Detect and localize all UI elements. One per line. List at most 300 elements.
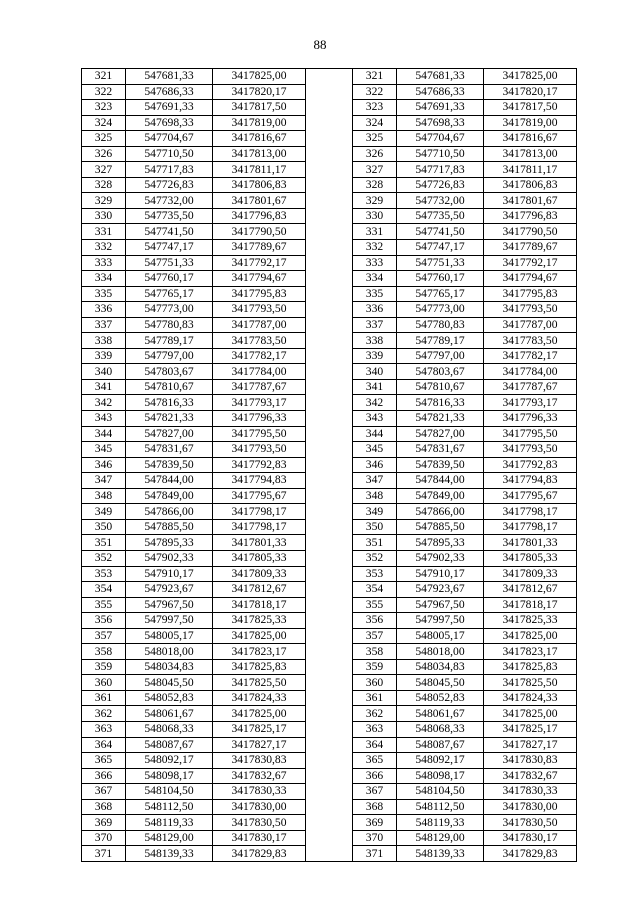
left-y-coordinate-cell: 3417790,50 — [213, 224, 306, 240]
right-x-coordinate-cell: 548104,50 — [397, 784, 484, 800]
left-y-coordinate-cell: 3417827,17 — [213, 737, 306, 753]
table-gap-cell — [306, 784, 353, 800]
left-x-coordinate-cell: 548092,17 — [126, 753, 213, 769]
right-y-coordinate-cell: 3417796,83 — [484, 208, 577, 224]
table-gap-cell — [306, 395, 353, 411]
table-row — [82, 737, 577, 753]
left-point-number-cell: 367 — [82, 784, 126, 800]
left-x-coordinate-cell: 547910,17 — [126, 566, 213, 582]
left-y-coordinate-cell: 3417794,83 — [213, 473, 306, 489]
table-row — [82, 675, 577, 691]
right-x-coordinate-cell: 547760,17 — [397, 271, 484, 287]
left-point-number-cell: 332 — [82, 240, 126, 256]
table-row — [82, 348, 577, 364]
left-point-number-cell: 337 — [82, 317, 126, 333]
right-point-number-cell: 337 — [353, 317, 397, 333]
table-gap-cell — [306, 224, 353, 240]
right-point-number-cell: 329 — [353, 193, 397, 209]
table-row — [82, 690, 577, 706]
table-row — [82, 442, 577, 458]
left-point-number-cell: 354 — [82, 582, 126, 598]
table-row — [82, 457, 577, 473]
right-y-coordinate-cell: 3417812,67 — [484, 582, 577, 598]
left-point-number-cell: 334 — [82, 271, 126, 287]
table-gap-cell — [306, 768, 353, 784]
table-row — [82, 768, 577, 784]
table-gap-cell — [306, 193, 353, 209]
table-row — [82, 721, 577, 737]
right-point-number-cell: 354 — [353, 582, 397, 598]
left-x-coordinate-cell: 548018,00 — [126, 644, 213, 660]
right-y-coordinate-cell: 3417787,00 — [484, 317, 577, 333]
right-y-coordinate-cell: 3417830,00 — [484, 799, 577, 815]
right-x-coordinate-cell: 548092,17 — [397, 753, 484, 769]
left-point-number-cell: 325 — [82, 131, 126, 147]
table-row — [82, 286, 577, 302]
right-x-coordinate-cell: 547797,00 — [397, 348, 484, 364]
left-point-number-cell: 340 — [82, 364, 126, 380]
left-y-coordinate-cell: 3417825,00 — [213, 706, 306, 722]
table-row — [82, 333, 577, 349]
left-y-coordinate-cell: 3417825,33 — [213, 613, 306, 629]
right-x-coordinate-cell: 547726,83 — [397, 177, 484, 193]
left-y-coordinate-cell: 3417795,67 — [213, 488, 306, 504]
right-x-coordinate-cell: 547747,17 — [397, 240, 484, 256]
right-point-number-cell: 342 — [353, 395, 397, 411]
left-x-coordinate-cell: 547686,33 — [126, 84, 213, 100]
left-x-coordinate-cell: 547741,50 — [126, 224, 213, 240]
right-point-number-cell: 351 — [353, 535, 397, 551]
coordinates-table — [81, 68, 577, 862]
left-y-coordinate-cell: 3417816,67 — [213, 131, 306, 147]
table-row — [82, 364, 577, 380]
right-y-coordinate-cell: 3417825,50 — [484, 675, 577, 691]
left-y-coordinate-cell: 3417825,50 — [213, 675, 306, 691]
left-y-coordinate-cell: 3417784,00 — [213, 364, 306, 380]
table-gap-cell — [306, 426, 353, 442]
left-y-coordinate-cell: 3417819,00 — [213, 115, 306, 131]
left-y-coordinate-cell: 3417832,67 — [213, 768, 306, 784]
left-point-number-cell: 362 — [82, 706, 126, 722]
right-y-coordinate-cell: 3417792,83 — [484, 457, 577, 473]
left-y-coordinate-cell: 3417782,17 — [213, 348, 306, 364]
table-gap-cell — [306, 131, 353, 147]
right-x-coordinate-cell: 547732,00 — [397, 193, 484, 209]
table-gap-cell — [306, 457, 353, 473]
right-x-coordinate-cell: 547997,50 — [397, 613, 484, 629]
right-point-number-cell: 331 — [353, 224, 397, 240]
table-gap-cell — [306, 69, 353, 85]
right-point-number-cell: 370 — [353, 830, 397, 846]
left-point-number-cell: 338 — [82, 333, 126, 349]
left-x-coordinate-cell: 547747,17 — [126, 240, 213, 256]
right-y-coordinate-cell: 3417793,50 — [484, 302, 577, 318]
right-point-number-cell: 359 — [353, 659, 397, 675]
right-point-number-cell: 339 — [353, 348, 397, 364]
left-x-coordinate-cell: 547760,17 — [126, 271, 213, 287]
table-gap-cell — [306, 379, 353, 395]
left-point-number-cell: 357 — [82, 628, 126, 644]
right-x-coordinate-cell: 547751,33 — [397, 255, 484, 271]
right-y-coordinate-cell: 3417816,67 — [484, 131, 577, 147]
right-y-coordinate-cell: 3417789,67 — [484, 240, 577, 256]
right-x-coordinate-cell: 547866,00 — [397, 504, 484, 520]
table-row — [82, 193, 577, 209]
right-y-coordinate-cell: 3417823,17 — [484, 644, 577, 660]
left-x-coordinate-cell: 547698,33 — [126, 115, 213, 131]
table-row — [82, 550, 577, 566]
table-row — [82, 753, 577, 769]
right-point-number-cell: 333 — [353, 255, 397, 271]
left-point-number-cell: 324 — [82, 115, 126, 131]
right-y-coordinate-cell: 3417782,17 — [484, 348, 577, 364]
right-point-number-cell: 338 — [353, 333, 397, 349]
table-row — [82, 830, 577, 846]
left-y-coordinate-cell: 3417820,17 — [213, 84, 306, 100]
right-y-coordinate-cell: 3417784,00 — [484, 364, 577, 380]
table-gap-cell — [306, 644, 353, 660]
left-point-number-cell: 323 — [82, 100, 126, 116]
left-x-coordinate-cell: 547821,33 — [126, 411, 213, 427]
left-y-coordinate-cell: 3417825,83 — [213, 659, 306, 675]
right-x-coordinate-cell: 548052,83 — [397, 690, 484, 706]
left-point-number-cell: 360 — [82, 675, 126, 691]
right-point-number-cell: 363 — [353, 721, 397, 737]
table-row — [82, 255, 577, 271]
left-point-number-cell: 355 — [82, 597, 126, 613]
left-point-number-cell: 353 — [82, 566, 126, 582]
right-point-number-cell: 347 — [353, 473, 397, 489]
right-x-coordinate-cell: 547902,33 — [397, 550, 484, 566]
left-point-number-cell: 368 — [82, 799, 126, 815]
right-x-coordinate-cell: 547803,67 — [397, 364, 484, 380]
right-y-coordinate-cell: 3417795,67 — [484, 488, 577, 504]
left-point-number-cell: 349 — [82, 504, 126, 520]
left-y-coordinate-cell: 3417811,17 — [213, 162, 306, 178]
right-point-number-cell: 365 — [353, 753, 397, 769]
left-point-number-cell: 327 — [82, 162, 126, 178]
table-gap-cell — [306, 830, 353, 846]
right-point-number-cell: 367 — [353, 784, 397, 800]
right-point-number-cell: 340 — [353, 364, 397, 380]
left-x-coordinate-cell: 547849,00 — [126, 488, 213, 504]
right-x-coordinate-cell: 548139,33 — [397, 846, 484, 862]
left-y-coordinate-cell: 3417817,50 — [213, 100, 306, 116]
right-y-coordinate-cell: 3417830,83 — [484, 753, 577, 769]
right-point-number-cell: 360 — [353, 675, 397, 691]
table-gap-cell — [306, 753, 353, 769]
table-gap-cell — [306, 317, 353, 333]
right-point-number-cell: 352 — [353, 550, 397, 566]
left-y-coordinate-cell: 3417792,83 — [213, 457, 306, 473]
right-point-number-cell: 328 — [353, 177, 397, 193]
left-x-coordinate-cell: 548112,50 — [126, 799, 213, 815]
right-x-coordinate-cell: 548061,67 — [397, 706, 484, 722]
table-row — [82, 815, 577, 831]
left-y-coordinate-cell: 3417813,00 — [213, 146, 306, 162]
right-y-coordinate-cell: 3417827,17 — [484, 737, 577, 753]
table-gap-cell — [306, 675, 353, 691]
table-gap-cell — [306, 302, 353, 318]
right-x-coordinate-cell: 547681,33 — [397, 69, 484, 85]
right-x-coordinate-cell: 547780,83 — [397, 317, 484, 333]
left-y-coordinate-cell: 3417798,17 — [213, 519, 306, 535]
table-gap-cell — [306, 271, 353, 287]
table-gap-cell — [306, 84, 353, 100]
right-y-coordinate-cell: 3417832,67 — [484, 768, 577, 784]
table-row — [82, 582, 577, 598]
left-x-coordinate-cell: 548087,67 — [126, 737, 213, 753]
right-y-coordinate-cell: 3417794,83 — [484, 473, 577, 489]
right-point-number-cell: 341 — [353, 379, 397, 395]
right-point-number-cell: 371 — [353, 846, 397, 862]
left-x-coordinate-cell: 547704,67 — [126, 131, 213, 147]
left-point-number-cell: 365 — [82, 753, 126, 769]
right-x-coordinate-cell: 547831,67 — [397, 442, 484, 458]
table-row — [82, 302, 577, 318]
right-y-coordinate-cell: 3417824,33 — [484, 690, 577, 706]
left-y-coordinate-cell: 3417801,33 — [213, 535, 306, 551]
right-point-number-cell: 321 — [353, 69, 397, 85]
left-x-coordinate-cell: 547765,17 — [126, 286, 213, 302]
right-x-coordinate-cell: 547827,00 — [397, 426, 484, 442]
right-point-number-cell: 334 — [353, 271, 397, 287]
table-gap-cell — [306, 162, 353, 178]
right-y-coordinate-cell: 3417825,00 — [484, 628, 577, 644]
table-row — [82, 84, 577, 100]
table-row — [82, 208, 577, 224]
left-x-coordinate-cell: 547681,33 — [126, 69, 213, 85]
left-point-number-cell: 331 — [82, 224, 126, 240]
right-x-coordinate-cell: 548087,67 — [397, 737, 484, 753]
left-x-coordinate-cell: 548005,17 — [126, 628, 213, 644]
right-x-coordinate-cell: 548045,50 — [397, 675, 484, 691]
left-point-number-cell: 326 — [82, 146, 126, 162]
right-point-number-cell: 361 — [353, 690, 397, 706]
right-y-coordinate-cell: 3417825,00 — [484, 706, 577, 722]
table-gap-cell — [306, 613, 353, 629]
right-y-coordinate-cell: 3417798,17 — [484, 519, 577, 535]
right-y-coordinate-cell: 3417820,17 — [484, 84, 577, 100]
left-x-coordinate-cell: 547827,00 — [126, 426, 213, 442]
left-x-coordinate-cell: 547902,33 — [126, 550, 213, 566]
table-gap-cell — [306, 473, 353, 489]
left-y-coordinate-cell: 3417795,50 — [213, 426, 306, 442]
right-point-number-cell: 369 — [353, 815, 397, 831]
page-number: 88 — [313, 37, 327, 52]
table-row — [82, 240, 577, 256]
left-y-coordinate-cell: 3417792,17 — [213, 255, 306, 271]
table-row — [82, 504, 577, 520]
table-row — [82, 317, 577, 333]
right-x-coordinate-cell: 548068,33 — [397, 721, 484, 737]
left-point-number-cell: 342 — [82, 395, 126, 411]
right-point-number-cell: 343 — [353, 411, 397, 427]
left-y-coordinate-cell: 3417825,00 — [213, 628, 306, 644]
left-point-number-cell: 358 — [82, 644, 126, 660]
left-y-coordinate-cell: 3417825,17 — [213, 721, 306, 737]
table-row — [82, 131, 577, 147]
left-x-coordinate-cell: 547810,67 — [126, 379, 213, 395]
right-y-coordinate-cell: 3417806,83 — [484, 177, 577, 193]
left-x-coordinate-cell: 547844,00 — [126, 473, 213, 489]
table-row — [82, 115, 577, 131]
left-point-number-cell: 363 — [82, 721, 126, 737]
table-row — [82, 473, 577, 489]
table-row — [82, 100, 577, 116]
table-row — [82, 535, 577, 551]
left-point-number-cell: 356 — [82, 613, 126, 629]
right-point-number-cell: 336 — [353, 302, 397, 318]
table-gap-cell — [306, 846, 353, 862]
right-point-number-cell: 322 — [353, 84, 397, 100]
right-x-coordinate-cell: 547844,00 — [397, 473, 484, 489]
right-y-coordinate-cell: 3417830,17 — [484, 830, 577, 846]
left-y-coordinate-cell: 3417787,00 — [213, 317, 306, 333]
right-y-coordinate-cell: 3417793,17 — [484, 395, 577, 411]
left-point-number-cell: 335 — [82, 286, 126, 302]
left-y-coordinate-cell: 3417806,83 — [213, 177, 306, 193]
right-x-coordinate-cell: 547923,67 — [397, 582, 484, 598]
table-gap-cell — [306, 566, 353, 582]
right-y-coordinate-cell: 3417809,33 — [484, 566, 577, 582]
right-y-coordinate-cell: 3417793,50 — [484, 442, 577, 458]
table-gap-cell — [306, 488, 353, 504]
right-x-coordinate-cell: 547686,33 — [397, 84, 484, 100]
right-x-coordinate-cell: 547967,50 — [397, 597, 484, 613]
table-gap-cell — [306, 177, 353, 193]
left-y-coordinate-cell: 3417823,17 — [213, 644, 306, 660]
right-x-coordinate-cell: 548005,17 — [397, 628, 484, 644]
table-row — [82, 395, 577, 411]
left-y-coordinate-cell: 3417830,33 — [213, 784, 306, 800]
left-y-coordinate-cell: 3417824,33 — [213, 690, 306, 706]
right-x-coordinate-cell: 547849,00 — [397, 488, 484, 504]
left-point-number-cell: 343 — [82, 411, 126, 427]
right-x-coordinate-cell: 547895,33 — [397, 535, 484, 551]
left-y-coordinate-cell: 3417798,17 — [213, 504, 306, 520]
right-y-coordinate-cell: 3417796,33 — [484, 411, 577, 427]
left-x-coordinate-cell: 547895,33 — [126, 535, 213, 551]
right-x-coordinate-cell: 547741,50 — [397, 224, 484, 240]
right-y-coordinate-cell: 3417795,83 — [484, 286, 577, 302]
right-y-coordinate-cell: 3417801,67 — [484, 193, 577, 209]
right-x-coordinate-cell: 547789,17 — [397, 333, 484, 349]
left-x-coordinate-cell: 547816,33 — [126, 395, 213, 411]
right-point-number-cell: 368 — [353, 799, 397, 815]
right-point-number-cell: 327 — [353, 162, 397, 178]
left-point-number-cell: 370 — [82, 830, 126, 846]
table-row — [82, 613, 577, 629]
left-point-number-cell: 333 — [82, 255, 126, 271]
left-x-coordinate-cell: 548045,50 — [126, 675, 213, 691]
right-x-coordinate-cell: 548119,33 — [397, 815, 484, 831]
right-y-coordinate-cell: 3417813,00 — [484, 146, 577, 162]
right-y-coordinate-cell: 3417829,83 — [484, 846, 577, 862]
left-point-number-cell: 344 — [82, 426, 126, 442]
right-x-coordinate-cell: 547839,50 — [397, 457, 484, 473]
right-point-number-cell: 332 — [353, 240, 397, 256]
right-point-number-cell: 345 — [353, 442, 397, 458]
left-y-coordinate-cell: 3417793,17 — [213, 395, 306, 411]
left-point-number-cell: 341 — [82, 379, 126, 395]
left-point-number-cell: 321 — [82, 69, 126, 85]
table-gap-cell — [306, 799, 353, 815]
left-point-number-cell: 361 — [82, 690, 126, 706]
left-y-coordinate-cell: 3417809,33 — [213, 566, 306, 582]
table-gap-cell — [306, 597, 353, 613]
left-point-number-cell: 369 — [82, 815, 126, 831]
right-point-number-cell: 349 — [353, 504, 397, 520]
left-x-coordinate-cell: 548104,50 — [126, 784, 213, 800]
table-row — [82, 519, 577, 535]
right-x-coordinate-cell: 547810,67 — [397, 379, 484, 395]
left-point-number-cell: 346 — [82, 457, 126, 473]
left-y-coordinate-cell: 3417830,83 — [213, 753, 306, 769]
right-x-coordinate-cell: 547717,83 — [397, 162, 484, 178]
left-x-coordinate-cell: 547839,50 — [126, 457, 213, 473]
left-point-number-cell: 330 — [82, 208, 126, 224]
table-gap-cell — [306, 333, 353, 349]
left-point-number-cell: 322 — [82, 84, 126, 100]
right-x-coordinate-cell: 547735,50 — [397, 208, 484, 224]
left-point-number-cell: 350 — [82, 519, 126, 535]
left-point-number-cell: 345 — [82, 442, 126, 458]
right-y-coordinate-cell: 3417825,83 — [484, 659, 577, 675]
left-x-coordinate-cell: 547710,50 — [126, 146, 213, 162]
right-y-coordinate-cell: 3417790,50 — [484, 224, 577, 240]
table-gap-cell — [306, 208, 353, 224]
right-x-coordinate-cell: 548112,50 — [397, 799, 484, 815]
right-x-coordinate-cell: 548098,17 — [397, 768, 484, 784]
left-y-coordinate-cell: 3417796,33 — [213, 411, 306, 427]
left-x-coordinate-cell: 547967,50 — [126, 597, 213, 613]
right-point-number-cell: 325 — [353, 131, 397, 147]
left-point-number-cell: 336 — [82, 302, 126, 318]
left-y-coordinate-cell: 3417787,67 — [213, 379, 306, 395]
table-gap-cell — [306, 582, 353, 598]
left-y-coordinate-cell: 3417794,67 — [213, 271, 306, 287]
left-x-coordinate-cell: 547735,50 — [126, 208, 213, 224]
right-point-number-cell: 355 — [353, 597, 397, 613]
left-y-coordinate-cell: 3417789,67 — [213, 240, 306, 256]
left-x-coordinate-cell: 548052,83 — [126, 690, 213, 706]
right-point-number-cell: 357 — [353, 628, 397, 644]
left-point-number-cell: 347 — [82, 473, 126, 489]
left-point-number-cell: 364 — [82, 737, 126, 753]
right-x-coordinate-cell: 548129,00 — [397, 830, 484, 846]
right-x-coordinate-cell: 547765,17 — [397, 286, 484, 302]
table-row — [82, 659, 577, 675]
left-x-coordinate-cell: 547773,00 — [126, 302, 213, 318]
left-y-coordinate-cell: 3417825,00 — [213, 69, 306, 85]
left-x-coordinate-cell: 547866,00 — [126, 504, 213, 520]
left-y-coordinate-cell: 3417793,50 — [213, 302, 306, 318]
left-point-number-cell: 366 — [82, 768, 126, 784]
right-x-coordinate-cell: 547910,17 — [397, 566, 484, 582]
right-point-number-cell: 323 — [353, 100, 397, 116]
right-point-number-cell: 356 — [353, 613, 397, 629]
table-gap-cell — [306, 286, 353, 302]
left-x-coordinate-cell: 547797,00 — [126, 348, 213, 364]
table-gap-cell — [306, 255, 353, 271]
right-x-coordinate-cell: 548034,83 — [397, 659, 484, 675]
right-y-coordinate-cell: 3417818,17 — [484, 597, 577, 613]
left-x-coordinate-cell: 548129,00 — [126, 830, 213, 846]
left-x-coordinate-cell: 547751,33 — [126, 255, 213, 271]
table-row — [82, 799, 577, 815]
left-y-coordinate-cell: 3417793,50 — [213, 442, 306, 458]
